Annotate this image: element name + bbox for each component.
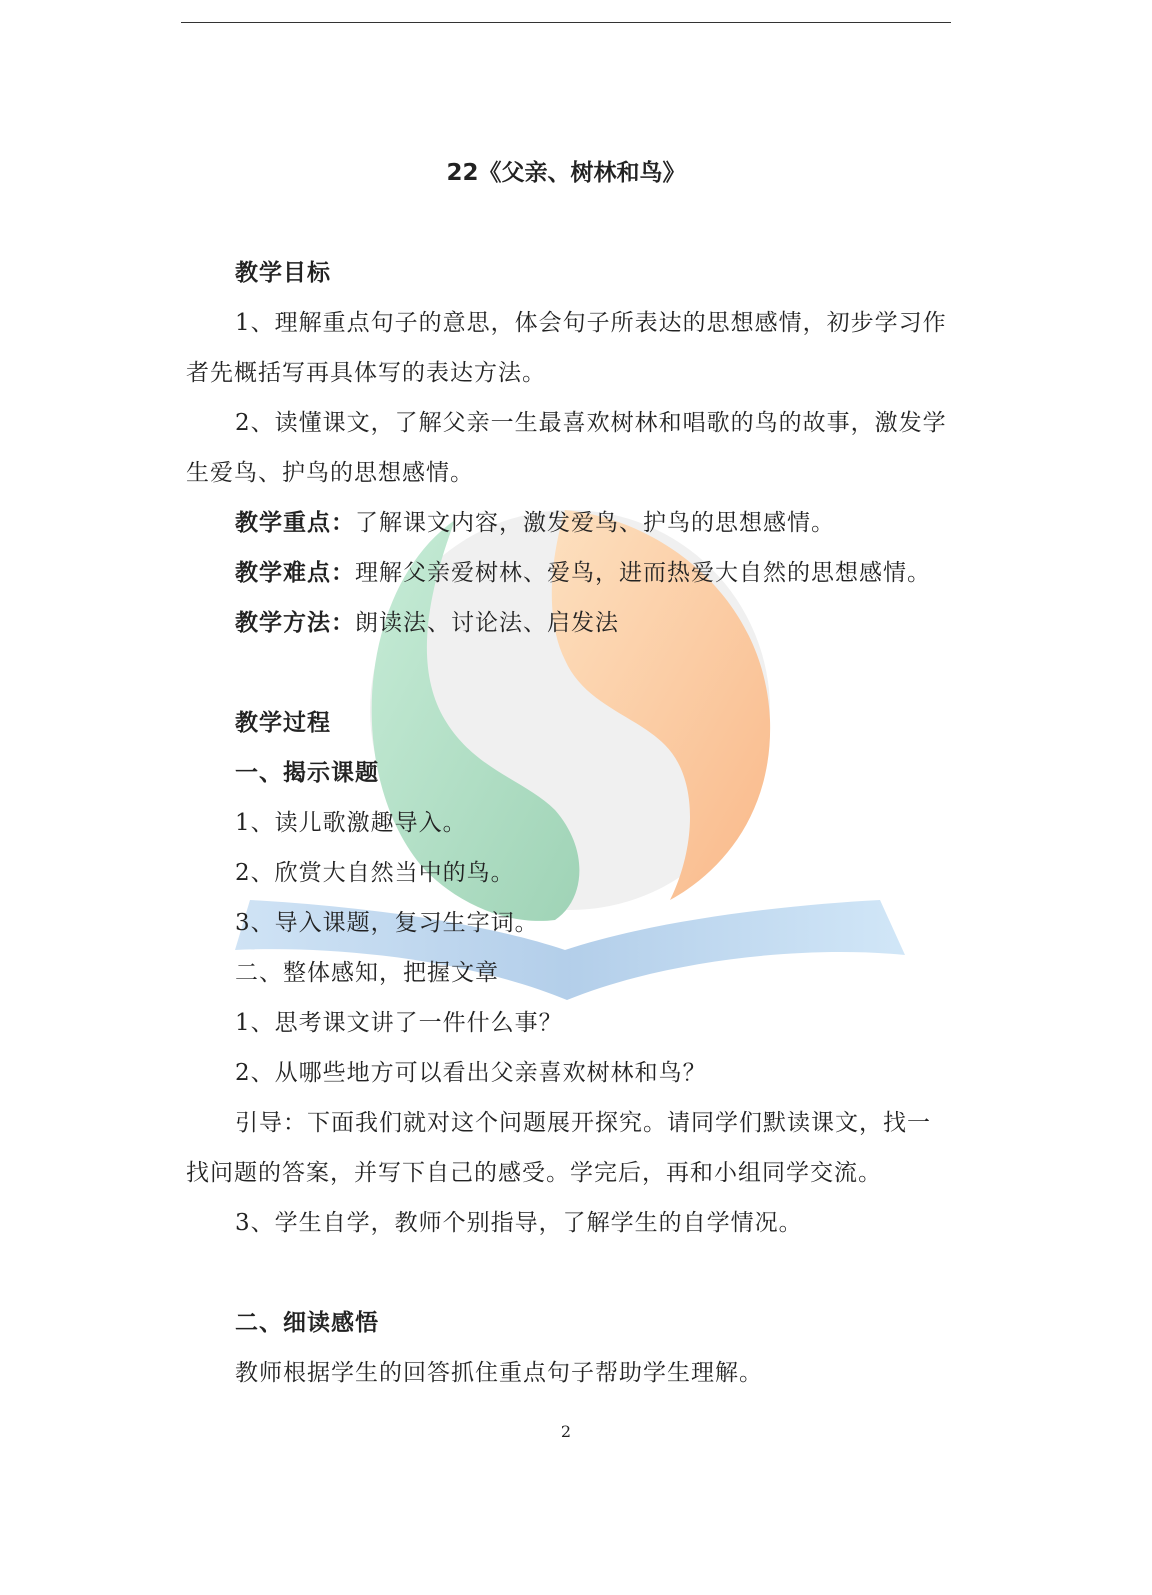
section-2-item: 1、思考课文讲了一件什么事？ [235, 1010, 563, 1036]
method-text: 朗读法、讨论法、启发法 [355, 610, 619, 636]
difficulty-label: 教学难点： [235, 560, 355, 586]
key-point-text: 了解课文内容，激发爱鸟、护鸟的思想感情。 [355, 510, 835, 536]
section-3-text: 教师根据学生的回答抓住重点句子帮助学生理解。 [235, 1360, 763, 1386]
section-3-heading: 二、细读感悟 [235, 1310, 379, 1336]
objective-2-line-2: 生爱鸟、护鸟的思想感情。 [186, 460, 474, 486]
key-point [235, 508, 835, 538]
difficulty-text: 理解父亲爱树林、爱鸟，进而热爱大自然的思想感情。 [355, 560, 931, 586]
section-1-item: 1、读儿歌激趣导入。 [235, 810, 467, 836]
section-1-item: 2、欣赏大自然当中的鸟。 [235, 860, 515, 886]
method [235, 608, 619, 638]
key-point-label: 教学重点： [235, 510, 355, 536]
section-2-guide-line-1: 引导：下面我们就对这个问题展开探究。请同学们默读课文，找一 [235, 1110, 931, 1136]
section-2-item: 2、从哪些地方可以看出父亲喜欢树林和鸟？ [235, 1060, 707, 1086]
section-2-guide-line-2: 找问题的答案，并写下自己的感受。学完后，再和小组同学交流。 [186, 1160, 882, 1186]
objectives-heading: 教学目标 [235, 260, 331, 286]
section-2-heading: 二、整体感知，把握文章 [235, 960, 499, 986]
page-number: 2 [560, 1422, 572, 1441]
page-title: 22《父亲、树林和鸟》 [446, 160, 686, 186]
objective-2-line-1: 2、读懂课文，了解父亲一生最喜欢树林和唱歌的鸟的故事，激发学 [235, 410, 947, 436]
section-1-item: 3、导入课题，复习生字词。 [235, 910, 539, 936]
section-1-heading: 一、揭示课题 [235, 760, 379, 786]
method-label: 教学方法： [235, 610, 355, 636]
objective-1-line-2: 者先概括写再具体写的表达方法。 [186, 360, 546, 386]
objective-1-line-1: 1、理解重点句子的意思，体会句子所表达的思想感情，初步学习作 [235, 310, 947, 336]
section-2-item: 3、学生自学，教师个别指导，了解学生的自学情况。 [235, 1210, 803, 1236]
process-heading: 教学过程 [235, 710, 331, 736]
difficulty [235, 558, 931, 588]
